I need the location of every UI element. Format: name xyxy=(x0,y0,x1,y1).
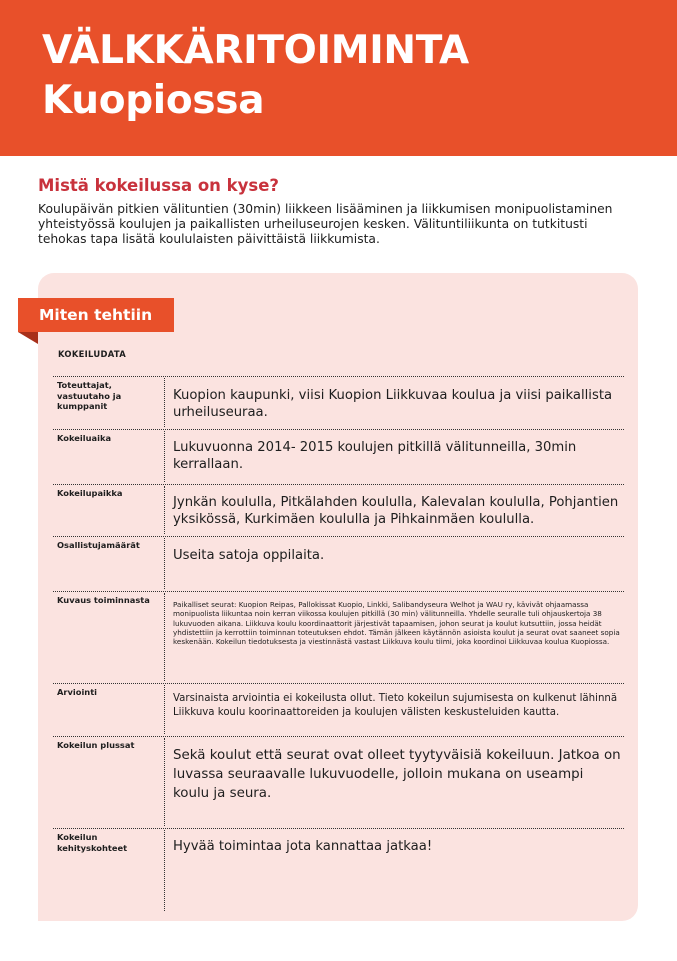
intro-text: Koulupäivän pitkien välituntien (30min) liikkeen lisääminen ja liikkumisen monipuolistaminen yhteistyössä koulujen ja paikallisten urheiluseurojen kesken. Välituntiliikunta on tutkitusti tehokas tapa lisätä koululaisten päivittäistä liikkumista. xyxy=(38,202,613,247)
column-divider xyxy=(164,685,165,734)
row-label: Kuvaus toiminnasta xyxy=(57,595,150,605)
section-tab: Miten tehtiin xyxy=(18,298,174,332)
row-label: Toteuttajat, vastuutaho ja kumppanit xyxy=(57,380,122,411)
column-divider xyxy=(164,738,165,826)
row-divider xyxy=(53,828,624,829)
title-line-2: Kuopiossa xyxy=(42,78,265,123)
row-label: Kokeiluaika xyxy=(57,433,112,443)
row-divider xyxy=(53,591,624,592)
row-value: Useita satoja oppilaita. xyxy=(173,548,325,563)
table-heading: KOKEILUDATA xyxy=(58,349,127,359)
row-divider xyxy=(53,376,624,377)
intro-heading: Mistä kokeilussa on kyse? xyxy=(38,176,279,195)
row-value: Hyvää toimintaa jota kannattaa jatkaa! xyxy=(173,839,433,854)
page-title xyxy=(42,26,469,126)
header-banner xyxy=(0,0,677,156)
row-value: Jynkän koululla, Pitkälahden koululla, Kalevalan koululla, Pohjantien yksikössä, Kurkimäen koululla ja Pihkainmäen koululla. xyxy=(173,495,619,528)
row-divider xyxy=(53,536,624,537)
row-value: Lukuvuonna 2014- 2015 koulujen pitkillä välitunneilla, 30min kerrallaan. xyxy=(173,440,577,473)
row-label: Osallistujamäärät xyxy=(57,540,140,550)
column-divider xyxy=(164,830,165,911)
tab-fold-shadow xyxy=(18,332,38,344)
column-divider xyxy=(164,538,165,589)
row-value: Kuopion kaupunki, viisi Kuopion Liikkuvaa koulua ja viisi paikallista urheiluseuraa. xyxy=(173,388,613,421)
row-label: Kokeilun plussat xyxy=(57,740,135,750)
row-divider xyxy=(53,683,624,684)
title-line-1: VÄLKKÄRITOIMINTA xyxy=(42,28,469,73)
row-divider xyxy=(53,429,624,430)
row-divider xyxy=(53,736,624,737)
row-value: Varsinaista arviointia ei kokeilusta ollut. Tieto kokeilun sujumisesta on kulkenut lähinnä Liikkuva koulu koorinaattoreiden ja koulujen välisten keskusteluiden kautta. xyxy=(173,693,618,718)
row-label: Kokeilun kehityskohteet xyxy=(57,832,128,853)
column-divider xyxy=(164,431,165,482)
column-divider xyxy=(164,486,165,534)
row-divider xyxy=(53,484,624,485)
column-divider xyxy=(164,378,165,427)
column-divider xyxy=(164,593,165,681)
row-label: Kokeilupaikka xyxy=(57,488,123,498)
row-label: Arviointi xyxy=(57,687,98,697)
row-value: Sekä koulut että seurat ovat olleet tyytyväisiä kokeiluun. Jatkoa on luvassa seuraavalle lukuvuodelle, jolloin mukana on useampi koulu ja seura. xyxy=(173,748,621,801)
row-value: Paikalliset seurat: Kuopion Reipas, Pallokissat Kuopio, Linkki, Salibandyseura Welhot ja WAU ry, kävivät ohjaamassa monipuolista liikuntaa noin kerran viikossa koulujen pitkillä (30 min) välitunneilla. Yhdelle seuralle tuli ohjauskertoja 38 lukuvuoden aikana. Liikkuva koulu koordinaattorit järjestivät tapaamisen, johon seurat ja koulut kutsuttiin, jossa heidät yhdistettiin ja kerrottiin toiminnan toteutuksen ehdot. Tämän jälkeen käytännön asioista koulut ja seurat ovat saaneet sopia keskenään. Kokeilun tiedotuksesta ja viestinnästä vastast Liikkuva koulu tiimi, joka koordinoi Liikkuvaa koulua Kuopiossa. xyxy=(173,600,620,647)
